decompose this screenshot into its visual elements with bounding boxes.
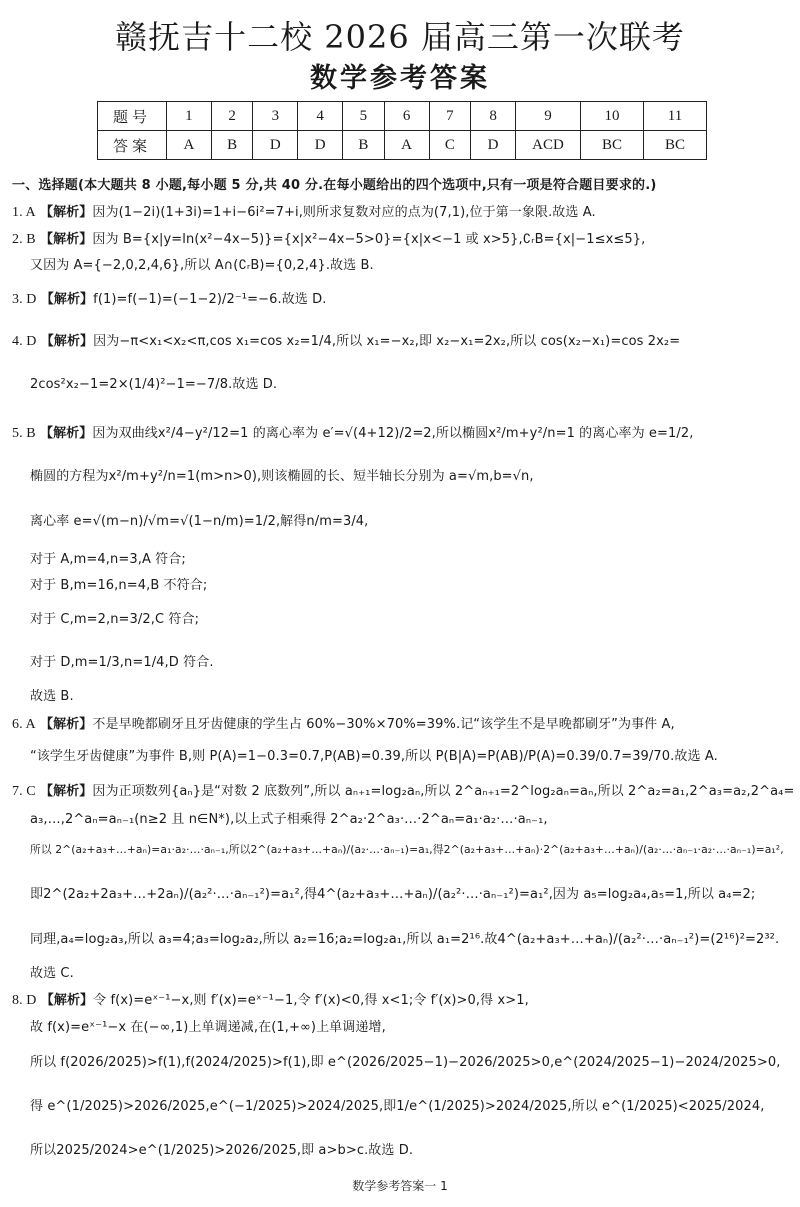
q7-text: 因为正项数列{aₙ}是“对数 2 底数列”,所以 aₙ₊₁=log₂aₙ,所以 2^aₙ₊₁=2^log₂aₙ=aₙ,所以 2^a₂=a₁,2^a₃=a₂,2^a₄=: [92, 784, 795, 799]
question-number: 5: [343, 102, 385, 131]
q1-tag: 【解析】: [39, 205, 93, 220]
q5-line-5: 对于 B,m=16,n=4,B 不符合;: [30, 578, 208, 593]
answer-cell: A: [384, 131, 429, 160]
q3-tag: 【解析】: [40, 292, 94, 307]
q7-line: [12, 780, 794, 800]
q7-tag: 【解析】: [39, 784, 93, 799]
q3-text: f(1)=f(−1)=(−1−2)/2⁻¹=−6.故选 D.: [93, 292, 327, 307]
answer-key-table: [97, 101, 707, 160]
question-number: 11: [644, 102, 707, 131]
row-label-number: 题号: [98, 102, 167, 131]
q8-text: 令 f(x)=eˣ⁻¹−x,则 f′(x)=eˣ⁻¹−1,令 f′(x)<0,得 x<1;令 f′(x)>0,得 x>1,: [93, 993, 529, 1008]
q8-line-2: 故 f(x)=eˣ⁻¹−x 在(−∞,1)上单调递减,在(1,+∞)上单调递增,: [30, 1020, 386, 1035]
q3-line: [12, 288, 326, 308]
q5-number: 5. B: [12, 426, 36, 441]
section-title: 一、选择题(本大题共 8 小题,每小题 5 分,共 40 分.在每小题给出的四个选项中,只有一项是符合题目要求的.): [12, 178, 657, 193]
question-number: 3: [253, 102, 298, 131]
question-number: 4: [298, 102, 343, 131]
q4-line: [12, 330, 680, 350]
q6-tag: 【解析】: [39, 717, 93, 732]
question-number: 6: [384, 102, 429, 131]
answer-cell: D: [471, 131, 516, 160]
q5-line-8: 故选 B.: [30, 689, 74, 704]
question-number: 1: [167, 102, 212, 131]
row-label-answer: 答案: [98, 131, 167, 160]
q5-line: [12, 422, 693, 442]
q5-line-4: 对于 A,m=4,n=3,A 符合;: [30, 552, 186, 567]
answer-cell: ACD: [516, 131, 581, 160]
question-number: 7: [429, 102, 471, 131]
q5-line-7: 对于 D,m=1/3,n=1/4,D 符合.: [30, 655, 214, 670]
q1-text: 因为(1−2i)(1+3i)=1+i−6i²=7+i,则所求复数对应的点为(7,1),位于第一象限.故选 A.: [92, 205, 596, 220]
answer-title: 数学参考答案: [310, 63, 490, 94]
q6-line-2: “该学生牙齿健康”为事件 B,则 P(A)=1−0.3=0.7,P(AB)=0.39,所以 P(B|A)=P(AB)/P(A)=0.39/0.7=39/70.故选 A.: [30, 749, 718, 764]
q5-line-2: 椭圆的方程为x²/m+y²/n=1(m>n>0),则该椭圆的长、短半轴长分别为 a=√m,b=√n,: [30, 469, 534, 484]
q2-number: 2. B: [12, 232, 36, 247]
q1-line: [12, 201, 596, 221]
q6-number: 6. A: [12, 717, 36, 732]
answer-cell: D: [298, 131, 343, 160]
q7-number: 7. C: [12, 784, 36, 799]
q8-number: 8. D: [12, 993, 37, 1008]
q8-line-4: 得 e^(1/2025)>2026/2025,e^(−1/2025)>2024/2025,即1/e^(1/2025)>2024/2025,所以 e^(1/2025)<2025/2024,: [30, 1099, 765, 1114]
q8-line-5: 所以2025/2024>e^(1/2025)>2026/2025,即 a>b>c.故选 D.: [30, 1143, 414, 1158]
q8-line-3: 所以 f(2026/2025)>f(1),f(2024/2025)>f(1),即 e^(2026/2025−1)−2026/2025>0,e^(2024/2025−1)−2024/2025>0,: [30, 1055, 781, 1070]
q4-tag: 【解析】: [40, 334, 94, 349]
q1-number: 1. A: [12, 205, 36, 220]
q5-line-3: 离心率 e=√(m−n)/√m=√(1−n/m)=1/2,解得n/m=3/4,: [30, 514, 369, 529]
q2-line-2: 又因为 A={−2,0,2,4,6},所以 A∩(∁ᵣB)={0,2,4}.故选 B.: [30, 258, 374, 273]
q5-text: 因为双曲线x²/4−y²/12=1 的离心率为 e′=√(4+12)/2=2,所以椭圆x²/m+y²/n=1 的离心率为 e=1/2,: [92, 426, 694, 441]
q3-number: 3. D: [12, 292, 37, 307]
q2-line: [12, 228, 645, 248]
question-number: 8: [471, 102, 516, 131]
question-number: 10: [581, 102, 644, 131]
q6-line: [12, 713, 675, 733]
q8-tag: 【解析】: [40, 993, 94, 1008]
q5-tag: 【解析】: [39, 426, 93, 441]
q5-line-6: 对于 C,m=2,n=3/2,C 符合;: [30, 612, 200, 627]
q7-line-4: 即2^(2a₂+2a₃+…+2aₙ)/(a₂²·…·aₙ₋₁²)=a₁²,得4^(a₂+a₃+…+aₙ)/(a₂²·…·aₙ₋₁²)=a₁²,因为 a₅=log₂a₄,a₅=1,所以 a₄=2;: [30, 887, 756, 902]
answer-cell: B: [343, 131, 385, 160]
answer-cell: A: [167, 131, 212, 160]
question-number: 9: [516, 102, 581, 131]
answer-cell: B: [211, 131, 253, 160]
q4-text: 因为−π<x₁<x₂<π,cos x₁=cos x₂=1/4,所以 x₁=−x₂,即 x₂−x₁=2x₂,所以 cos(x₂−x₁)=cos 2x₂=: [93, 334, 681, 349]
q2-text: 因为 B={x|y=ln(x²−4x−5)}={x|x²−4x−5>0}={x|x<−1 或 x>5},∁ᵣB={x|−1≤x≤5},: [92, 232, 646, 247]
answer-cell: C: [429, 131, 471, 160]
q6-text: 不是早晚都刷牙且牙齿健康的学生占 60%−30%×70%=39%.记“该学生不是早晚都刷牙”为事件 A,: [92, 717, 675, 732]
answer-cell: D: [253, 131, 298, 160]
exam-title: 赣抚吉十二校 2026 届高三第一次联考: [115, 18, 685, 56]
q2-tag: 【解析】: [39, 232, 93, 247]
answer-row: [98, 131, 707, 160]
answer-cell: BC: [581, 131, 644, 160]
question-number: 2: [211, 102, 253, 131]
answer-cell: BC: [644, 131, 707, 160]
q7-line-2: a₃,…,2^aₙ=aₙ₋₁(n≥2 且 n∈N*),以上式子相乘得 2^a₂·2^a₃·…·2^aₙ=a₁·a₂·…·aₙ₋₁,: [30, 812, 548, 827]
page-footer: 数学参考答案一 1: [352, 1179, 448, 1193]
q4-number: 4. D: [12, 334, 37, 349]
q7-line-3: 所以 2^(a₂+a₃+…+aₙ)=a₁·a₂·…·aₙ₋₁,所以2^(a₂+a₃+…+aₙ)/(a₂·…·aₙ₋₁)=a₁,得2^(a₂+a₃+…+aₙ)·2^(a₂+a₃+…+aₙ)/(a₂·…·aₙ₋₁·a₂·…·aₙ₋₁)=a₁²,: [30, 843, 784, 856]
q4-line-2: 2cos²x₂−1=2×(1/4)²−1=−7/8.故选 D.: [30, 377, 278, 392]
q7-line-5: 同理,a₄=log₂a₃,所以 a₃=4;a₃=log₂a₂,所以 a₂=16;a₂=log₂a₁,所以 a₁=2¹⁶.故4^(a₂+a₃+…+aₙ)/(a₂²·…·aₙ₋₁²)=(2¹⁶)²=2³².: [30, 932, 780, 947]
question-number-row: [98, 102, 707, 131]
q8-line: [12, 989, 529, 1009]
q7-line-6: 故选 C.: [30, 966, 74, 981]
